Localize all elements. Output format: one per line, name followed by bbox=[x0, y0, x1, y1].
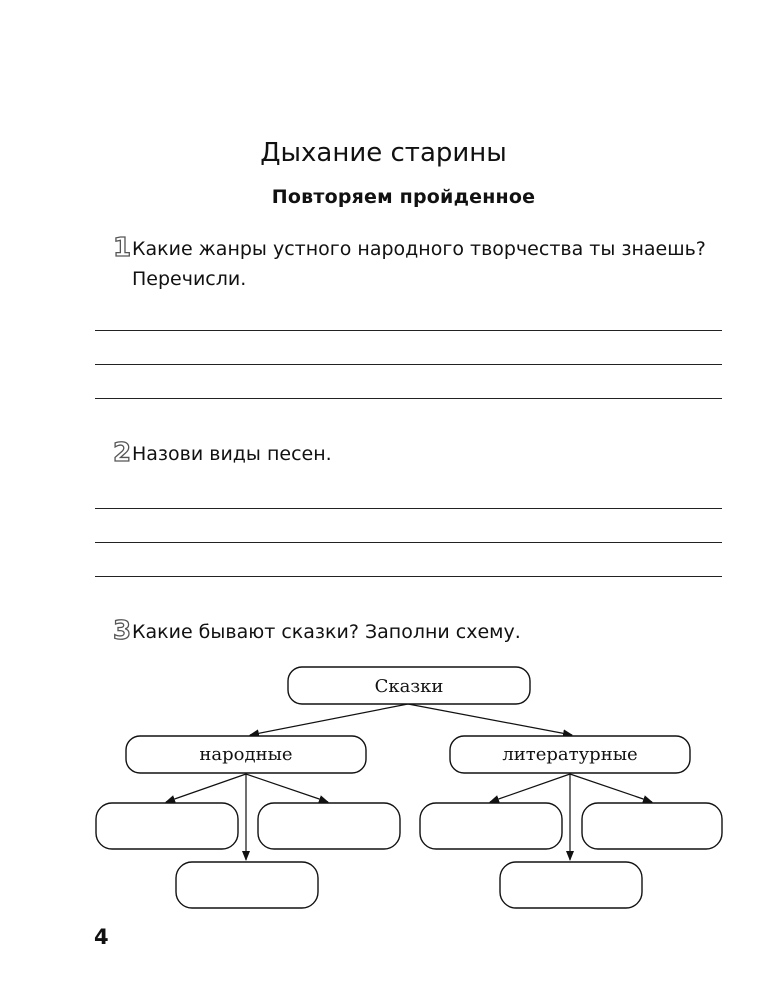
arrow-literary-to-left bbox=[490, 774, 570, 802]
task-1-text-line1: Какие жанры устного народного творчества ты знаешь? bbox=[132, 238, 706, 260]
arrow-folk-to-left bbox=[166, 774, 246, 802]
scheme-root-label: Сказки bbox=[374, 676, 444, 697]
section-subtitle: Повторяем пройденное bbox=[271, 186, 536, 208]
page-title: Дыхание старины bbox=[260, 138, 507, 168]
task-1-text-line2: Перечисли. bbox=[132, 268, 247, 290]
empty-box-folk-bottom[interactable] bbox=[176, 862, 318, 908]
page-number: 4 bbox=[94, 925, 109, 949]
arrow-root-to-folk bbox=[250, 704, 408, 735]
empty-box-literary-left[interactable] bbox=[420, 803, 562, 849]
task-3-text: Какие бывают сказки? Заполни схему. bbox=[132, 621, 521, 643]
empty-box-literary-right[interactable] bbox=[582, 803, 722, 849]
arrow-folk-to-right bbox=[246, 774, 328, 802]
task-number-1: 1 bbox=[112, 233, 132, 263]
arrow-root-to-literary bbox=[408, 704, 572, 735]
task-number-2: 2 bbox=[112, 438, 132, 468]
empty-box-folk-right[interactable] bbox=[258, 803, 400, 849]
empty-box-literary-bottom[interactable] bbox=[500, 862, 642, 908]
arrow-literary-to-right bbox=[570, 774, 652, 802]
task-number-3: 3 bbox=[112, 616, 132, 646]
task-2-text: Назови виды песен. bbox=[132, 443, 332, 465]
empty-box-folk-left[interactable] bbox=[96, 803, 238, 849]
scheme-folk-label: народные bbox=[199, 744, 293, 765]
scheme-literary-label: литературные bbox=[502, 744, 638, 765]
